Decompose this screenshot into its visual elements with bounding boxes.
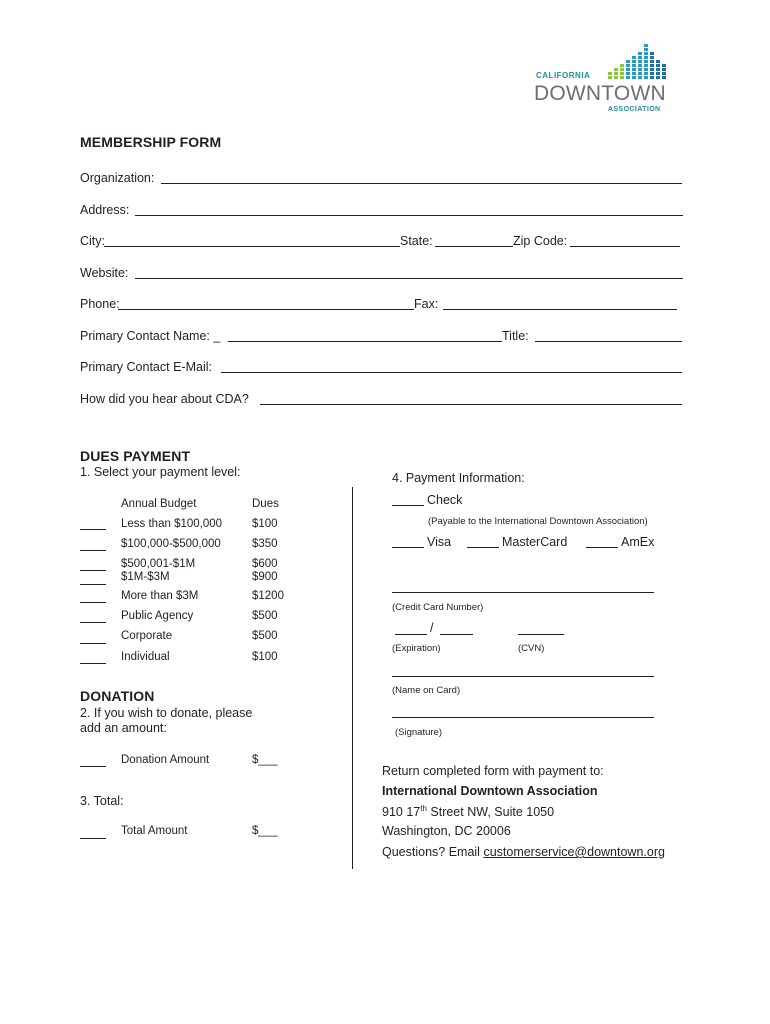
city-field[interactable] [104,246,400,247]
logo-california: CALIFORNIA [536,71,591,80]
dues-checkbox-blank[interactable] [80,643,106,644]
dues-row-label: Individual [121,651,170,663]
cvn-label: (CVN) [518,643,545,654]
total-checkbox-blank[interactable] [80,838,106,839]
phone-label: Phone: [80,297,120,311]
annual-budget-header: Annual Budget [121,498,197,510]
donation-line-1: 2. If you wish to donate, please [80,706,253,720]
dues-header: Dues [252,498,279,510]
zip-label: Zip Code: [513,234,568,248]
donation-title: DONATION [80,688,155,704]
total-amount-field[interactable]: $___ [252,825,278,837]
donation-line-2: add an amount: [80,721,167,735]
dues-row-amount: $600 [252,558,278,570]
dues-row-amount: $500 [252,610,278,622]
dues-row-label: $1M-$3M [121,571,170,583]
visa-label: Visa [427,535,452,549]
dues-row-label: Public Agency [121,610,194,622]
credit-card-number-label: (Credit Card Number) [392,602,484,613]
support-email-link[interactable]: customerservice@downtown.org [483,845,665,859]
check-blank[interactable] [392,505,424,506]
check-payable-note: (Payable to the International Downtown Association) [428,516,648,527]
return-street [382,804,554,819]
donation-checkbox-blank[interactable] [80,766,106,767]
website-field[interactable] [135,278,683,279]
title-field[interactable] [535,341,682,342]
mastercard-label: MasterCard [502,535,568,549]
total-heading: 3. Total: [80,794,124,808]
address-field[interactable] [135,215,683,216]
column-divider [352,487,353,869]
dues-checkbox-blank[interactable] [80,529,106,530]
signature-label: (Signature) [395,727,442,738]
membership-form-title: MEMBERSHIP FORM [80,134,222,150]
hear-about-label: How did you hear about CDA? [80,392,249,406]
dues-row-amount: $100 [252,518,278,530]
phone-field[interactable] [118,309,414,310]
dues-checkbox-blank[interactable] [80,602,106,603]
dues-row-amount: $1200 [252,590,284,602]
contact-email-field[interactable] [221,372,682,373]
dues-row-label: More than $3M [121,590,199,602]
contact-name-mark: _ [213,329,221,343]
return-organization: International Downtown Association [382,784,598,798]
cvn-field[interactable] [518,634,564,635]
expiration-separator: / [430,621,434,635]
organization-label: Organization: [80,171,155,185]
logo-association: ASSOCIATION [608,106,661,113]
dues-row-label: $500,001-$1M [121,558,196,570]
zip-field[interactable] [570,246,680,247]
website-label: Website: [80,266,129,280]
dues-subtitle: 1. Select your payment level: [80,465,241,479]
title-label: Title: [502,329,529,343]
questions-line [382,845,665,859]
dues-row-amount: $100 [252,651,278,663]
visa-blank[interactable] [392,547,424,548]
equalizer-bars-icon [608,44,670,80]
payment-info-heading: 4. Payment Information: [392,471,525,485]
dues-row-amount: $500 [252,630,278,642]
total-amount-label: Total Amount [121,825,188,837]
dues-row-label: $100,000-$500,000 [121,538,221,550]
dues-row-amount: $900 [252,571,278,583]
fax-label: Fax: [414,297,439,311]
dues-row-amount: $350 [252,538,278,550]
contact-name-field[interactable] [228,341,502,342]
street-number: 910 17 [382,805,421,820]
dues-checkbox-blank[interactable] [80,584,106,585]
street-rest: Street NW, Suite 1050 [426,805,555,820]
signature-field[interactable] [392,717,654,718]
dues-payment-title: DUES PAYMENT [80,448,191,464]
expiration-year-field[interactable] [440,634,473,635]
street-suffix: th [420,804,427,813]
donation-amount-field[interactable]: $___ [252,754,278,766]
expiration-month-field[interactable] [395,634,427,635]
name-on-card-field[interactable] [392,676,654,677]
contact-name-label-text: Primary Contact Name: [80,329,210,343]
dues-checkbox-blank[interactable] [80,550,106,551]
contact-name-label [80,329,220,343]
check-label: Check [427,493,463,507]
state-label: State: [400,234,433,248]
hear-about-field[interactable] [260,404,682,405]
city-label: City: [80,234,105,248]
return-intro: Return completed form with payment to: [382,764,604,778]
return-city: Washington, DC 20006 [382,824,511,838]
organization-field[interactable] [161,183,682,184]
credit-card-number-field[interactable] [392,592,654,593]
dues-checkbox-blank[interactable] [80,622,106,623]
amex-label: AmEx [621,535,655,549]
mastercard-blank[interactable] [467,547,499,548]
dues-row-label: Less than $100,000 [121,518,223,530]
fax-field[interactable] [443,309,677,310]
expiration-label: (Expiration) [392,643,441,654]
name-on-card-label: (Name on Card) [392,685,461,696]
contact-email-label: Primary Contact E-Mail: [80,360,212,374]
amex-blank[interactable] [586,547,618,548]
questions-text: Questions? Email [382,845,484,859]
dues-checkbox-blank[interactable] [80,570,106,571]
state-field[interactable] [435,246,513,247]
dues-row-label: Corporate [121,630,173,642]
dues-checkbox-blank[interactable] [80,663,106,664]
address-label: Address: [80,203,130,217]
logo-downtown: DOWNTOWN [534,82,666,105]
donation-amount-label: Donation Amount [121,754,210,766]
